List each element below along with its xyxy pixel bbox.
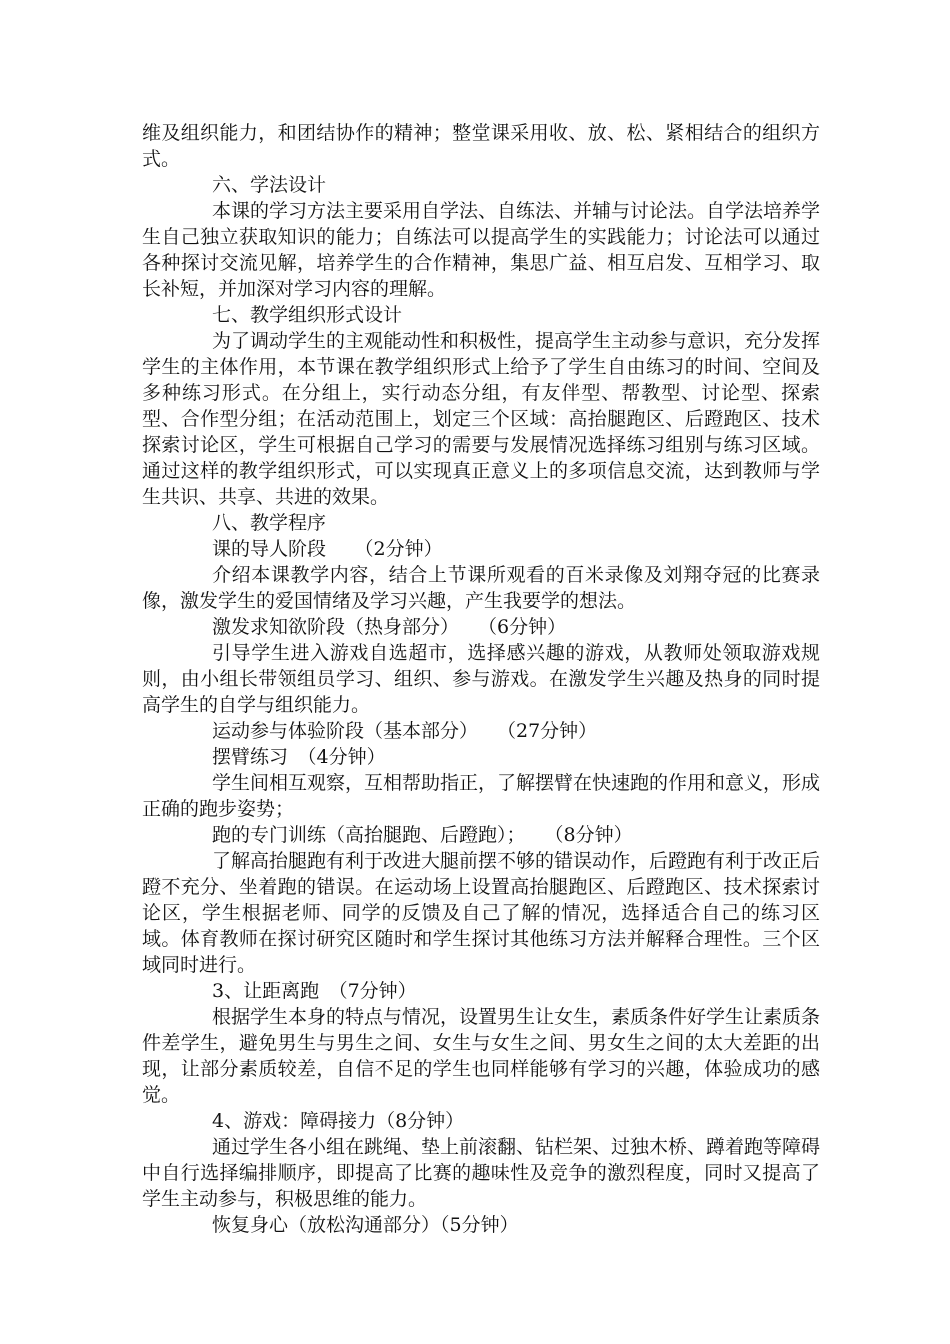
- paragraph: 学生间相互观察，互相帮助指正，了解摆臂在快速跑的作用和意义，形成正确的跑步姿势；: [142, 772, 821, 820]
- section-heading-procedure: 八、教学程序: [212, 512, 327, 534]
- paragraph: 通过学生各小组在跳绳、垫上前滚翻、钻栏架、过独木桥、蹲着跑等障碍中自行选择编排顺序，即提高了比赛的趣味性及竞争的激烈程度，同时又提高了学生主动参与，积极思维的能力。: [142, 1136, 821, 1210]
- stage-heading: 运动参与体验阶段（基本部分） （27分钟）: [212, 720, 598, 742]
- paragraph: 为了调动学生的主观能动性和积极性，提高学生主动参与意识，充分发挥学生的主体作用，本节课在教学组织形式上给予了学生自由练习的时间、空间及多种练习形式。在分组上，实行动态分组，有友伴型、帮教型、讨论型、探索型、合作型分组；在活动范围上，划定三个区域：高抬腿跑区、后蹬跑区、技术探索讨论区，学生可根据自己学习的需要与发展情况选择练习组别与练习区域。通过这样的教学组织形式，可以实现真正意义上的多项信息交流，达到教师与学生共识、共享、共进的效果。: [142, 330, 821, 508]
- item-heading: 跑的专门训练（高抬腿跑、后蹬跑）； （8分钟）: [212, 824, 633, 846]
- item-heading: 3、让距离跑 （7分钟）: [212, 980, 417, 1002]
- paragraph: 介绍本课教学内容，结合上节课所观看的百米录像及刘翔夺冠的比赛录像，激发学生的爱国情绪及学习兴趣，产生我要学的想法。: [142, 564, 820, 612]
- stage-heading: 课的导人阶段 （2分钟）: [212, 538, 443, 560]
- paragraph: 了解高抬腿跑有利于改进大腿前摆不够的错误动作，后蹬跑有利于改正后蹬不充分、坐着跑的错误。在运动场上设置高抬腿跑区、后蹬跑区、技术探索讨论区，学生根据老师、同学的反馈及自己了解的情况，选择适合自己的练习区域。体育教师在探讨研究区随时和学生探讨其他练习方法并解释合理性。三个区域同时进行。: [142, 850, 821, 976]
- section-heading-organization: 七、教学组织形式设计: [212, 304, 403, 326]
- stage-heading: 激发求知欲阶段（热身部分） （6分钟）: [212, 616, 567, 638]
- section-heading-study-method: 六、学法设计: [212, 174, 327, 196]
- paragraph: 引导学生进入游戏自选超市，选择感兴趣的游戏，从教师处领取游戏规则，由小组长带领组员学习、组织、参与游戏。在激发学生兴趣及热身的同时提高学生的自学与组织能力。: [142, 642, 820, 716]
- paragraph: 本课的学习方法主要采用自学法、自练法、并辅与讨论法。自学法培养学生自己独立获取知识的能力；自练法可以提高学生的实践能力；讨论法可以通过各种探讨交流见解，培养学生的合作精神，集思广益、相互启发、互相学习、取长补短，并加深对学习内容的理解。: [142, 200, 821, 300]
- item-heading: 摆臂练习 （4分钟）: [212, 746, 386, 768]
- stage-heading: 恢复身心（放松沟通部分）（5分钟）: [212, 1214, 519, 1236]
- item-heading: 4、游戏：障碍接力（8分钟）: [212, 1110, 465, 1132]
- paragraph: 根据学生本身的特点与情况，设置男生让女生，素质条件好学生让素质条件差学生，避免男生与男生之间、女生与女生之间、男女生之间的太大差距的出现，让部分素质较差，自信不足的学生也同样能够有学习的兴趣，体验成功的感觉。: [142, 1006, 821, 1106]
- document-page: [142, 120, 820, 1238]
- paragraph: 维及组织能力，和团结协作的精神；整堂课采用收、放、松、紧相结合的组织方式。: [142, 122, 820, 170]
